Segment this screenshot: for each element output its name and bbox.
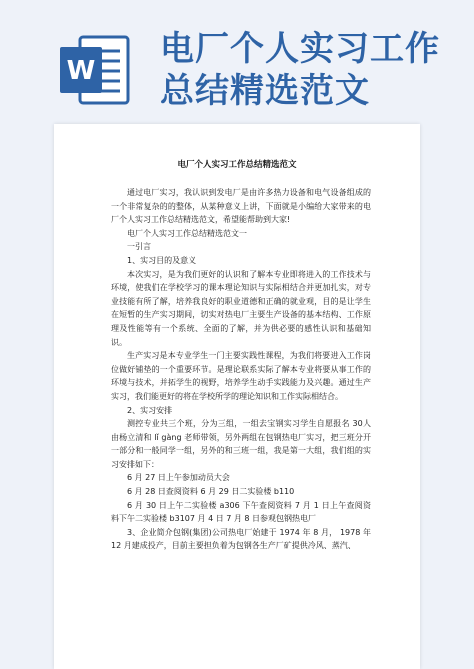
document-title: 电厂个人实习工作总结精选范文 (177, 160, 297, 170)
banner-title-line-2: 总结精选范文 (160, 71, 370, 111)
banner-title (160, 28, 440, 112)
paragraph: 电厂个人实习工作总结精选范文一 (127, 228, 247, 238)
paragraph: 生产实习是本专业学生一门主要实践性课程，为我们将要进入工作岗位做好铺垫的一个重要环节。是理论联系实际了解本专业将要从事工作的环境与技术，并拓学生的视野，培养学生动手实践能力及兴趣。通过生产实习，我们能更好的将在学校所学的理论知识和工作实际相结合。 (111, 351, 371, 401)
paragraph: 一引言 (127, 242, 151, 252)
paragraph: 6 月 30 日上午二实验楼 a306 下午查阅资料 7 月 1 日上午查阅资料下午二实验楼 b3107 月 4 日 7 月 8 日参观包钢热电厂 (111, 500, 371, 524)
word-icon-letter: W (66, 56, 96, 86)
document-page (54, 124, 420, 669)
paragraph: 测控专业共三个班，分为三组，一组去宝钢实习学生自愿报名 30人由杨立清和 lǐ gàng 老师带领，另外两组在包钢热电厂实习，把三班分开一部分和一般同学一组，另外的和三班一组，我是第一大组，我们组的实习安排如下： (111, 419, 371, 469)
paragraph: 6 月 27 日上午参加动员大会 (127, 473, 230, 483)
paragraph: 通过电厂实习，我认识到发电厂是由许多热力设备和电气设备组成的一个非常复杂的的整体，从某种意义上讲，下面就是小编给大家带来的电厂个人实习工作总结精选范文，希望能帮助到大家! (111, 188, 371, 225)
word-document-icon (58, 33, 132, 107)
paragraph: 3、企业简介包钢(集团)公司热电厂始建于 1974 年 8 月， 1978 年 12 月建成投产，目前主要担负着为包钢各生产厂矿提供冷风、蒸汽、 (111, 527, 371, 551)
paragraph: 1、实习目的及意义 (127, 255, 197, 265)
banner-title-line-1: 电厂个人实习工作 (160, 29, 440, 69)
document-body (111, 186, 371, 553)
paragraph: 2、实习安排 (127, 405, 173, 415)
banner (0, 0, 474, 130)
paragraph: 6 月 28 日查阅资料 6 月 29 日二实验楼 b110 (127, 487, 295, 497)
paragraph: 本次实习，是为我们更好的认识和了解本专业即将进入的工作技术与环境，使我们在学校学习的课本理论知识与实际相结合并更加扎实，对专业技能有所了解，培养我良好的职业道德和正确的就业观，目的是让学生在短暂的生产实习期间，切实对热电厂主要生产设备的基本结构、工作原理及性能等有一个系统、全面的了解，并为供必要的感性认识和基础知识。 (111, 269, 371, 347)
